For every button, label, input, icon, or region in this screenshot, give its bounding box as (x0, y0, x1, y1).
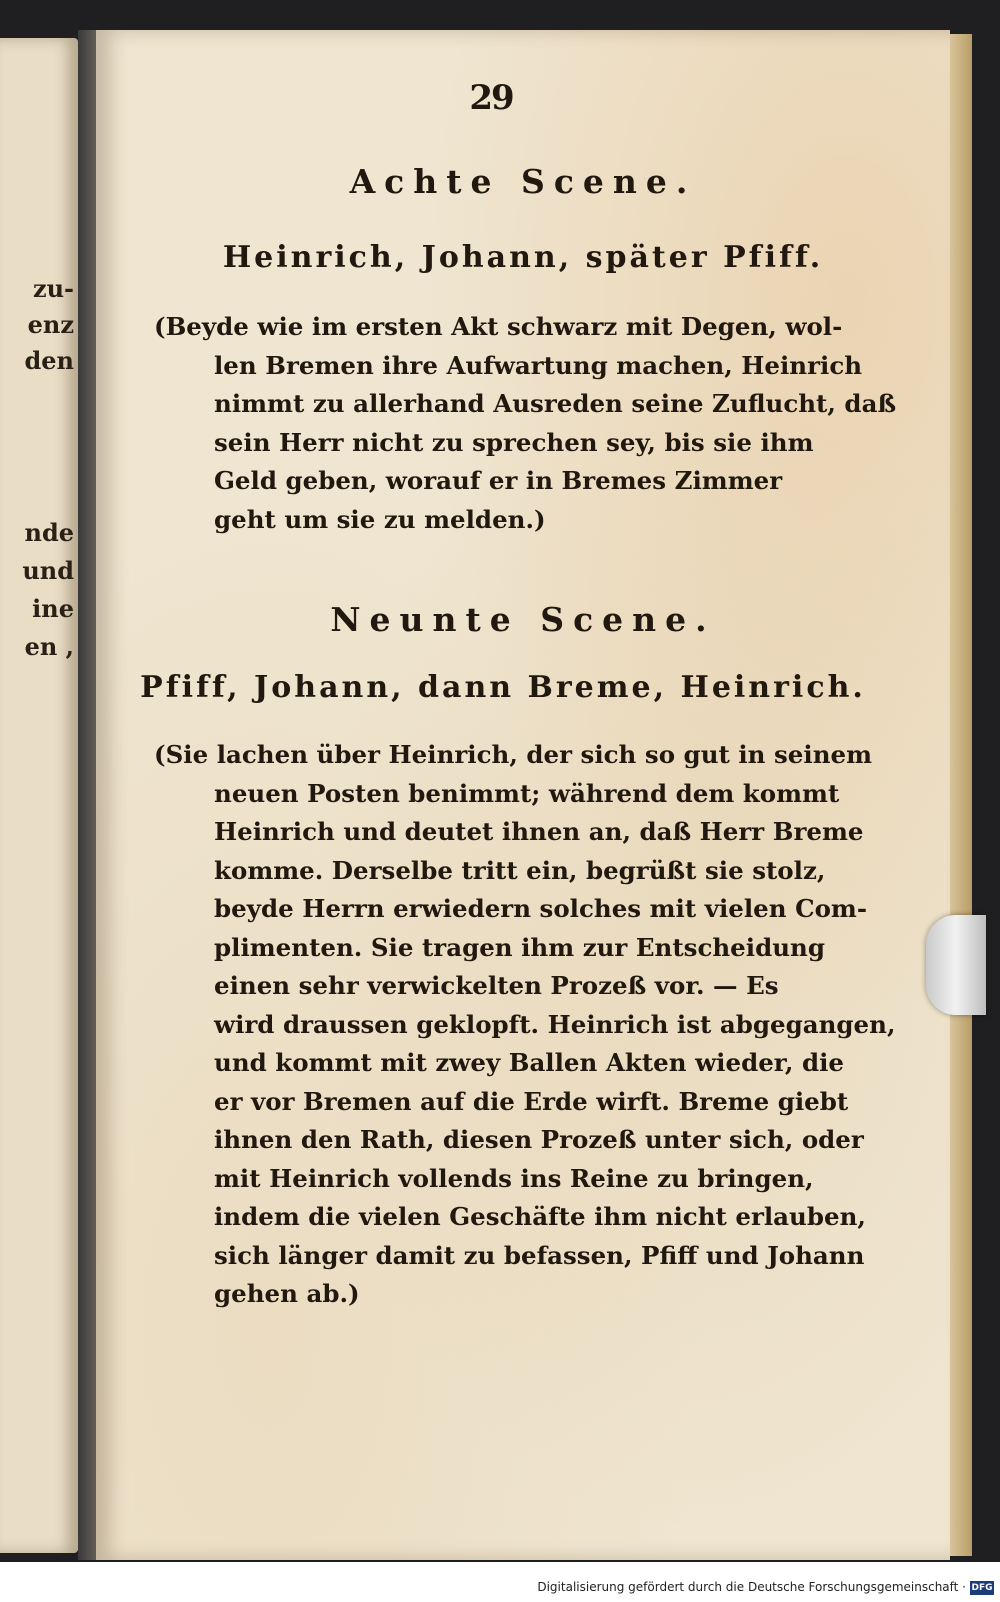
stage-line: mit Heinrich vollends ins Reine zu bringen, (214, 1163, 814, 1193)
stage-direction-achte (154, 308, 899, 539)
stage-line: (Beyde wie im ersten Akt schwarz mit Degen, wol- (154, 312, 843, 341)
left-page-fragment: den (24, 346, 74, 375)
stage-line: er vor Bremen auf die Erde wirft. Breme giebt (214, 1086, 849, 1116)
page-content (96, 30, 950, 1560)
left-page-fragment: en , (24, 632, 74, 661)
stage-line: indem die vielen Geschäfte ihm nicht erlauben, (214, 1202, 866, 1231)
stage-line: und kommt mit zwey Ballen Akten wieder, die (214, 1048, 845, 1077)
page-number: 29 (469, 78, 513, 118)
stage-direction-neunte (154, 736, 899, 1314)
left-page-fragment: nde (24, 518, 74, 547)
stage-line: (Sie lachen über Heinrich, der sich so gut in seinem (154, 740, 873, 769)
stage-line: len Bremen ihre Aufwartung machen, Heinrich (214, 350, 863, 380)
digitization-credit: Digitalisierung gefördert durch die Deutsche Forschungsgemeinschaft · (537, 1580, 966, 1594)
stage-line: sich länger damit zu befassen, Pfiff und Johann (214, 1240, 865, 1270)
stage-line: Geld geben, worauf er in Bremes Zimmer (214, 466, 783, 495)
stage-line: Heinrich und deutet ihnen an, daß Herr Breme (214, 817, 864, 846)
scene-characters-neunte: Pfiff, Johann, dann Breme, Heinrich. (140, 670, 866, 705)
scene-title-neunte: Neunte Scene. (330, 600, 716, 639)
stage-line: nimmt zu allerhand Ausreden seine Zuflucht, daß (214, 389, 897, 418)
stage-line: beyde Herrn erwiedern solches mit vielen Com- (214, 894, 868, 923)
stage-line: sein Herr nicht zu sprechen sey, bis sie ihm (214, 427, 814, 457)
left-page-fragment: ine (32, 594, 74, 623)
left-page-fragment: zu- (32, 274, 74, 303)
page-edges (950, 34, 972, 1556)
footer-bar (0, 1562, 1000, 1602)
stage-line: wird draussen geklopft. Heinrich ist abgegangen, (214, 1009, 896, 1039)
stage-line: neuen Posten benimmt; während dem kommt (214, 778, 840, 808)
scene-characters-achte: Heinrich, Johann, später Pfiff. (222, 240, 824, 275)
scene-title-achte: Achte Scene. (349, 162, 697, 201)
left-page (0, 38, 78, 1553)
left-page-fragment: und (22, 556, 74, 585)
stage-line: ihnen den Rath, diesen Prozeß unter sich, oder (214, 1125, 864, 1154)
stage-line: geht um sie zu melden.) (214, 504, 546, 534)
left-page-fragment: enz (27, 310, 74, 339)
stage-line: plimenten. Sie tragen ihm zur Entscheidung (214, 932, 825, 962)
dfg-logo: DFG (971, 1583, 993, 1593)
stage-line: gehen ab.) (214, 1279, 360, 1308)
stage-line: komme. Derselbe tritt ein, begrüßt sie stolz, (214, 855, 826, 885)
stage-line: einen sehr verwickelten Prozeß vor. — Es (214, 971, 779, 1000)
